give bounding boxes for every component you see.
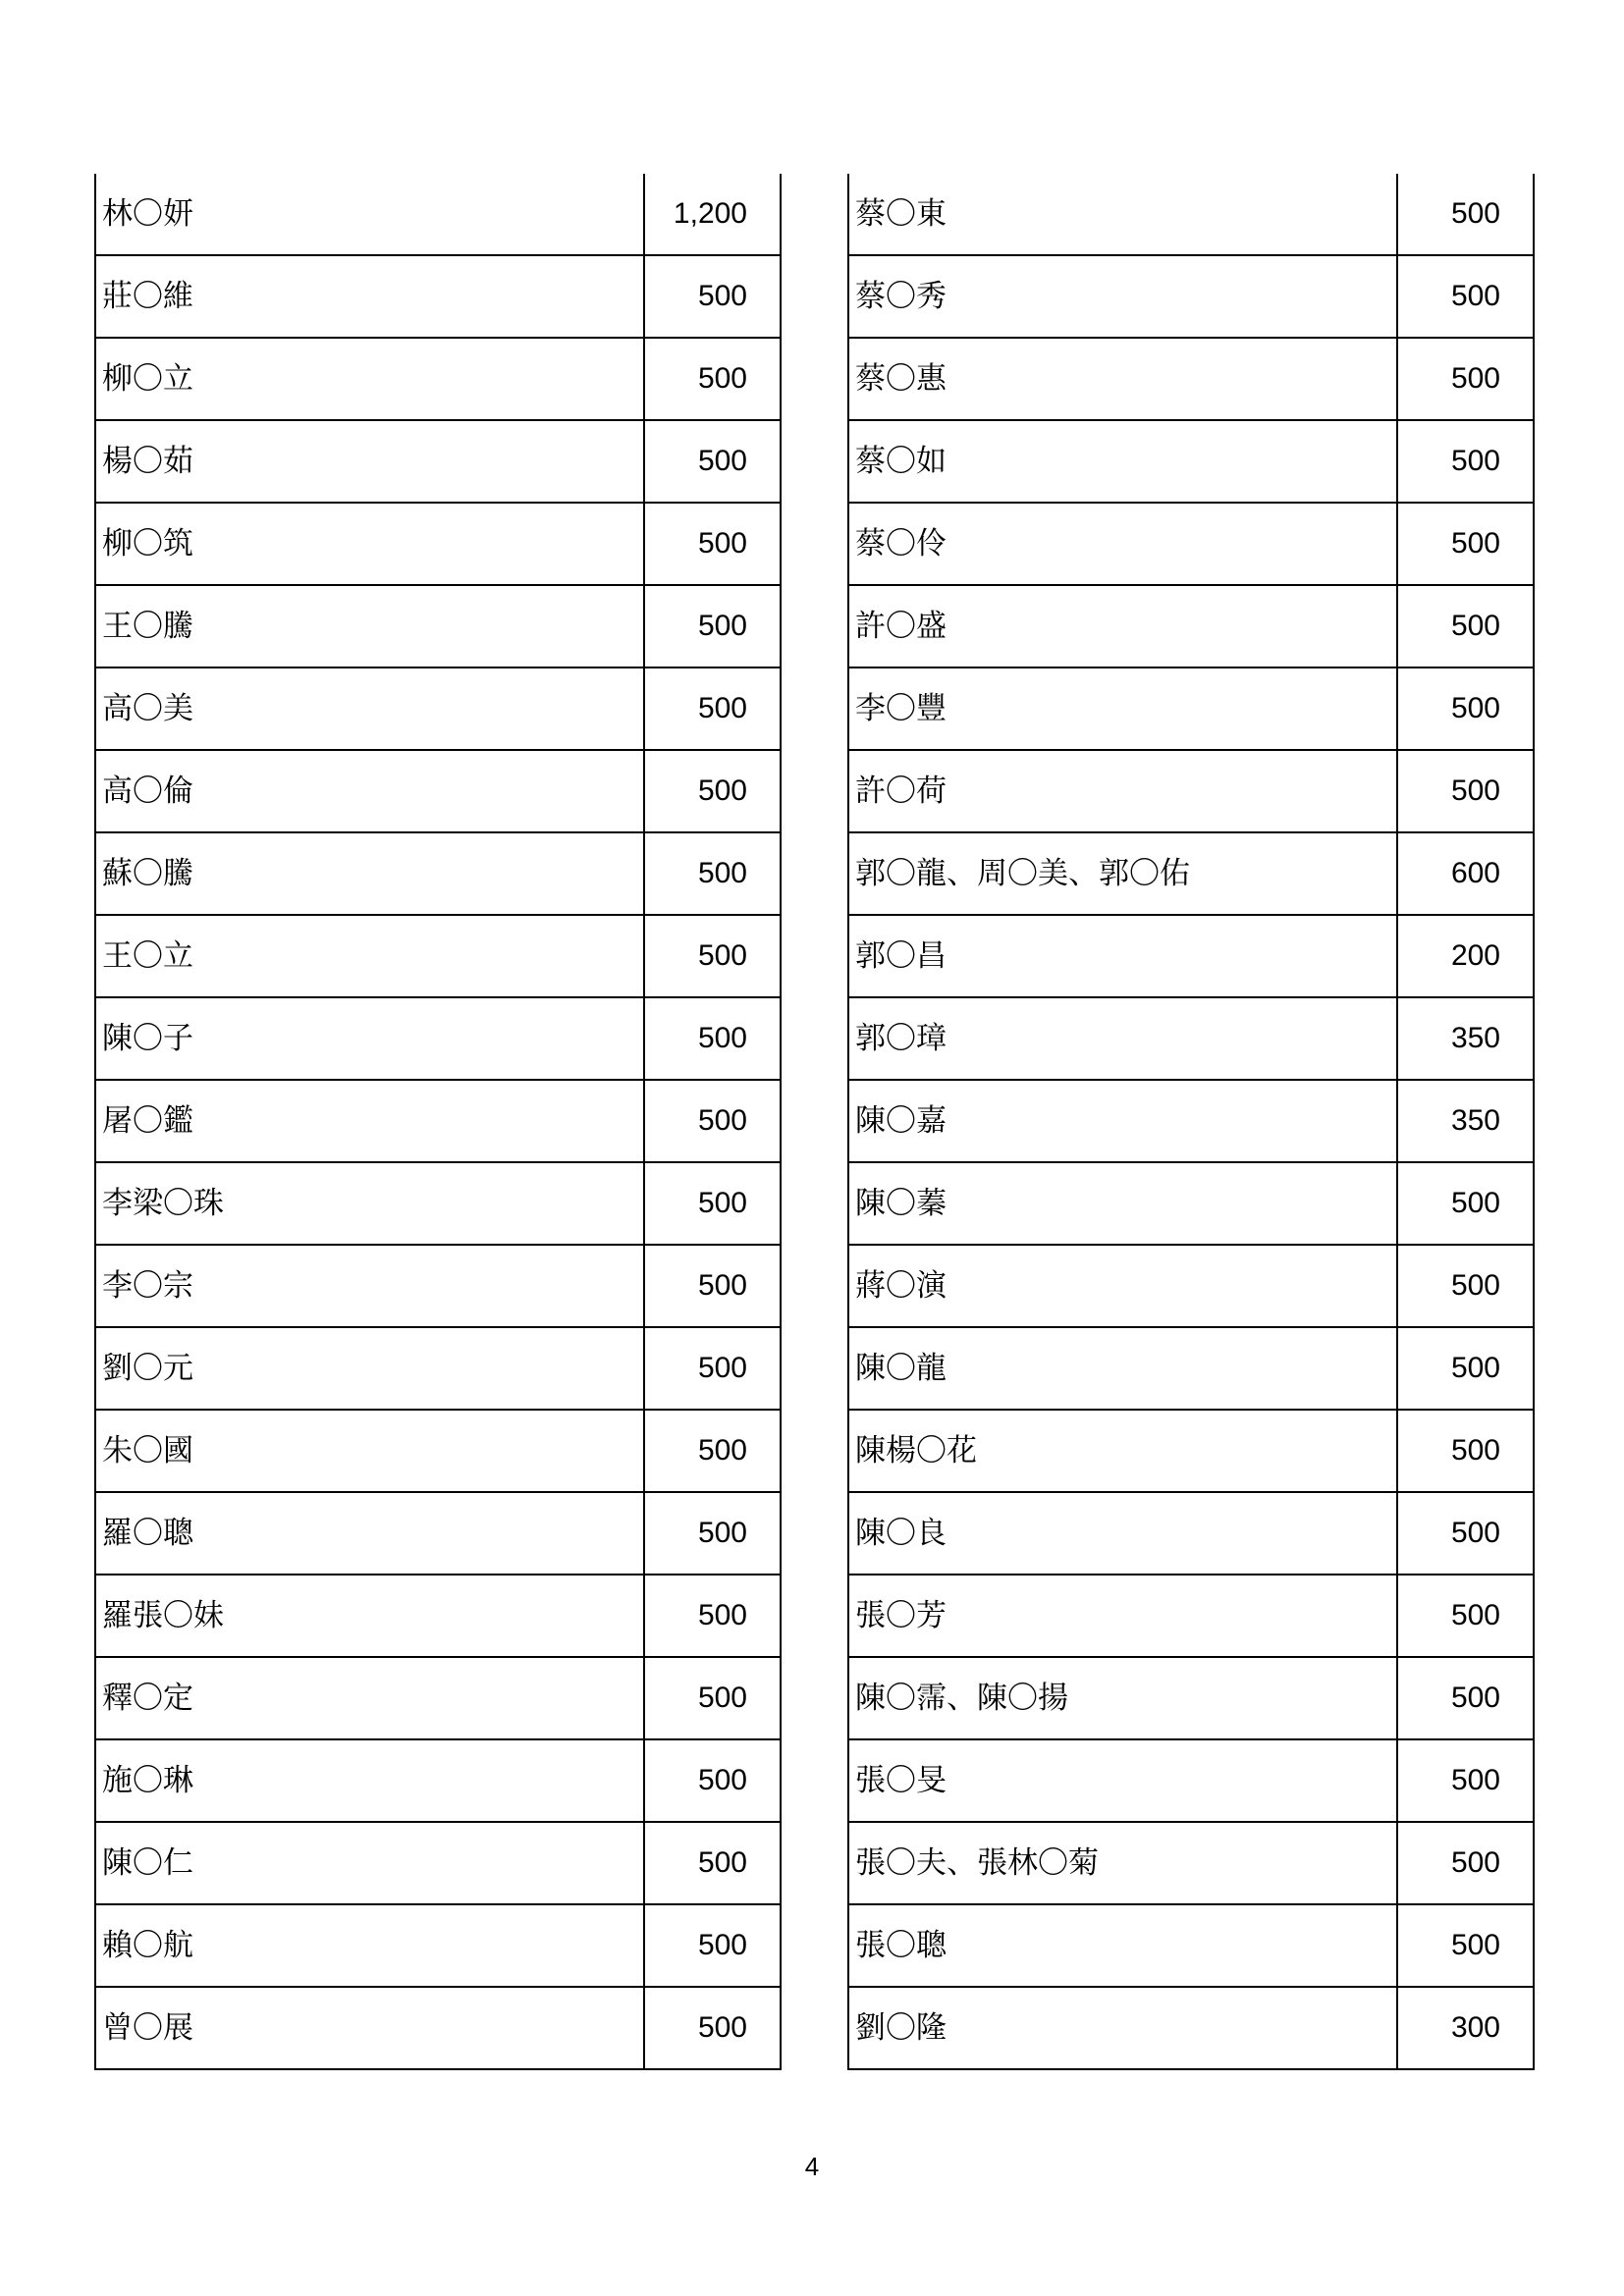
- table-row: [848, 255, 1534, 338]
- donor-name-cell: 張〇聰: [848, 1904, 1397, 1987]
- donation-amount-cell: 500: [644, 1739, 781, 1822]
- table-row: [95, 915, 781, 997]
- donor-name-cell: 蔡〇如: [848, 420, 1397, 503]
- donor-name-cell: 林〇妍: [95, 174, 644, 255]
- donation-amount-cell: 500: [1397, 174, 1534, 255]
- table-row: [848, 750, 1534, 832]
- donation-amount-cell: 500: [644, 338, 781, 420]
- donation-amount-cell: 500: [1397, 1657, 1534, 1739]
- table-row: [848, 1162, 1534, 1245]
- table-row: [848, 1492, 1534, 1575]
- donation-amount-cell: 500: [644, 1575, 781, 1657]
- table-row: [848, 503, 1534, 585]
- table-row: [95, 1987, 781, 2069]
- donor-name-cell: 李梁〇珠: [95, 1162, 644, 1245]
- donation-amount-cell: 500: [1397, 750, 1534, 832]
- donor-name-cell: 朱〇國: [95, 1410, 644, 1492]
- table-row: [95, 1410, 781, 1492]
- donation-amount-cell: 500: [1397, 1904, 1534, 1987]
- table-row: [95, 997, 781, 1080]
- donor-name-cell: 郭〇璋: [848, 997, 1397, 1080]
- table-row: [848, 1410, 1534, 1492]
- donation-amount-cell: 500: [644, 1822, 781, 1904]
- table-row: [848, 1904, 1534, 1987]
- donation-amount-cell: 500: [644, 255, 781, 338]
- table-row: [95, 750, 781, 832]
- donor-name-cell: 曾〇展: [95, 1987, 644, 2069]
- table-row: [848, 1080, 1534, 1162]
- donor-name-cell: 高〇美: [95, 667, 644, 750]
- donor-name-cell: 王〇立: [95, 915, 644, 997]
- donor-name-cell: 陳〇仁: [95, 1822, 644, 1904]
- donor-name-cell: 羅張〇妹: [95, 1575, 644, 1657]
- donation-amount-cell: 500: [1397, 1162, 1534, 1245]
- donor-name-cell: 屠〇鑑: [95, 1080, 644, 1162]
- donation-amount-cell: 500: [644, 1904, 781, 1987]
- table-row: [95, 1657, 781, 1739]
- table-row: [848, 420, 1534, 503]
- table-row: [848, 1822, 1534, 1904]
- donation-amount-cell: 500: [644, 667, 781, 750]
- table-row: [848, 1739, 1534, 1822]
- donation-amount-cell: 500: [644, 1080, 781, 1162]
- donor-name-cell: 張〇芳: [848, 1575, 1397, 1657]
- donation-amount-cell: 500: [1397, 338, 1534, 420]
- table-row: [95, 1080, 781, 1162]
- donation-amount-cell: 500: [644, 915, 781, 997]
- donation-amount-cell: 500: [1397, 1410, 1534, 1492]
- table-row: [848, 1987, 1534, 2069]
- donor-name-cell: 許〇盛: [848, 585, 1397, 667]
- table-row: [95, 1822, 781, 1904]
- table-row: [848, 667, 1534, 750]
- table-row: [95, 255, 781, 338]
- table-row: [848, 832, 1534, 915]
- donor-name-cell: 釋〇定: [95, 1657, 644, 1739]
- donor-table-right: [847, 174, 1535, 2070]
- table-row: [95, 338, 781, 420]
- table-row: [95, 1245, 781, 1327]
- table-row: [848, 1575, 1534, 1657]
- donation-amount-cell: 500: [644, 503, 781, 585]
- donor-name-cell: 郭〇昌: [848, 915, 1397, 997]
- table-row: [95, 1492, 781, 1575]
- donation-amount-cell: 500: [644, 1657, 781, 1739]
- donation-amount-cell: 300: [1397, 1987, 1534, 2069]
- donation-amount-cell: 500: [644, 750, 781, 832]
- donor-name-cell: 高〇倫: [95, 750, 644, 832]
- donation-amount-cell: 500: [644, 1410, 781, 1492]
- donation-amount-cell: 500: [644, 1492, 781, 1575]
- donor-name-cell: 蔣〇演: [848, 1245, 1397, 1327]
- table-row: [95, 503, 781, 585]
- donation-amount-cell: 500: [1397, 585, 1534, 667]
- donation-amount-cell: 1,200: [644, 174, 781, 255]
- donation-amount-cell: 200: [1397, 915, 1534, 997]
- table-row: [95, 174, 781, 255]
- donor-name-cell: 劉〇元: [95, 1327, 644, 1410]
- table-row: [848, 174, 1534, 255]
- donation-amount-cell: 500: [1397, 1739, 1534, 1822]
- table-row: [95, 585, 781, 667]
- donor-name-cell: 陳〇蓁: [848, 1162, 1397, 1245]
- donor-name-cell: 賴〇航: [95, 1904, 644, 1987]
- donation-amount-cell: 500: [1397, 503, 1534, 585]
- donor-name-cell: 張〇夫、張林〇菊: [848, 1822, 1397, 1904]
- donor-name-cell: 李〇宗: [95, 1245, 644, 1327]
- donor-name-cell: 郭〇龍、周〇美、郭〇佑: [848, 832, 1397, 915]
- table-row: [95, 667, 781, 750]
- donation-amount-cell: 500: [1397, 667, 1534, 750]
- donor-table-left: [94, 174, 782, 2070]
- table-row: [95, 1904, 781, 1987]
- donation-amount-cell: 500: [1397, 1327, 1534, 1410]
- donor-name-cell: 陳〇龍: [848, 1327, 1397, 1410]
- donation-amount-cell: 500: [1397, 1822, 1534, 1904]
- table-row: [848, 1657, 1534, 1739]
- donation-amount-cell: 500: [1397, 420, 1534, 503]
- table-row: [848, 1327, 1534, 1410]
- table-row: [848, 338, 1534, 420]
- donor-name-cell: 蔡〇東: [848, 174, 1397, 255]
- donation-amount-cell: 500: [644, 832, 781, 915]
- table-row: [95, 1739, 781, 1822]
- donation-amount-cell: 500: [1397, 255, 1534, 338]
- table-row: [848, 585, 1534, 667]
- table-row: [95, 1575, 781, 1657]
- donor-name-cell: 蘇〇騰: [95, 832, 644, 915]
- table-row: [95, 420, 781, 503]
- donation-amount-cell: 600: [1397, 832, 1534, 915]
- donation-amount-cell: 500: [1397, 1492, 1534, 1575]
- donor-name-cell: 許〇荷: [848, 750, 1397, 832]
- donor-name-cell: 陳〇良: [848, 1492, 1397, 1575]
- donor-name-cell: 陳〇霈、陳〇揚: [848, 1657, 1397, 1739]
- donation-amount-cell: 500: [644, 997, 781, 1080]
- table-row: [95, 832, 781, 915]
- donor-name-cell: 蔡〇秀: [848, 255, 1397, 338]
- table-row: [95, 1327, 781, 1410]
- donation-amount-cell: 500: [1397, 1245, 1534, 1327]
- donor-name-cell: 陳楊〇花: [848, 1410, 1397, 1492]
- donation-amount-cell: 500: [644, 1987, 781, 2069]
- donor-name-cell: 施〇琳: [95, 1739, 644, 1822]
- donation-amount-cell: 350: [1397, 997, 1534, 1080]
- donor-name-cell: 柳〇筑: [95, 503, 644, 585]
- donation-amount-cell: 500: [644, 1245, 781, 1327]
- donor-name-cell: 李〇豐: [848, 667, 1397, 750]
- donation-amount-cell: 500: [644, 1327, 781, 1410]
- donor-name-cell: 王〇騰: [95, 585, 644, 667]
- donor-name-cell: 張〇旻: [848, 1739, 1397, 1822]
- donor-name-cell: 陳〇嘉: [848, 1080, 1397, 1162]
- donor-name-cell: 莊〇維: [95, 255, 644, 338]
- table-row: [95, 1162, 781, 1245]
- donor-name-cell: 蔡〇伶: [848, 503, 1397, 585]
- page-number: 4: [804, 2152, 820, 2181]
- donation-amount-cell: 500: [644, 585, 781, 667]
- donation-amount-cell: 500: [644, 420, 781, 503]
- donation-amount-cell: 500: [1397, 1575, 1534, 1657]
- donation-amount-cell: 350: [1397, 1080, 1534, 1162]
- donor-name-cell: 楊〇茹: [95, 420, 644, 503]
- table-row: [848, 915, 1534, 997]
- donor-name-cell: 羅〇聰: [95, 1492, 644, 1575]
- donor-name-cell: 劉〇隆: [848, 1987, 1397, 2069]
- table-row: [848, 1245, 1534, 1327]
- donor-name-cell: 陳〇子: [95, 997, 644, 1080]
- donation-amount-cell: 500: [644, 1162, 781, 1245]
- donor-name-cell: 柳〇立: [95, 338, 644, 420]
- donor-name-cell: 蔡〇惠: [848, 338, 1397, 420]
- table-row: [848, 997, 1534, 1080]
